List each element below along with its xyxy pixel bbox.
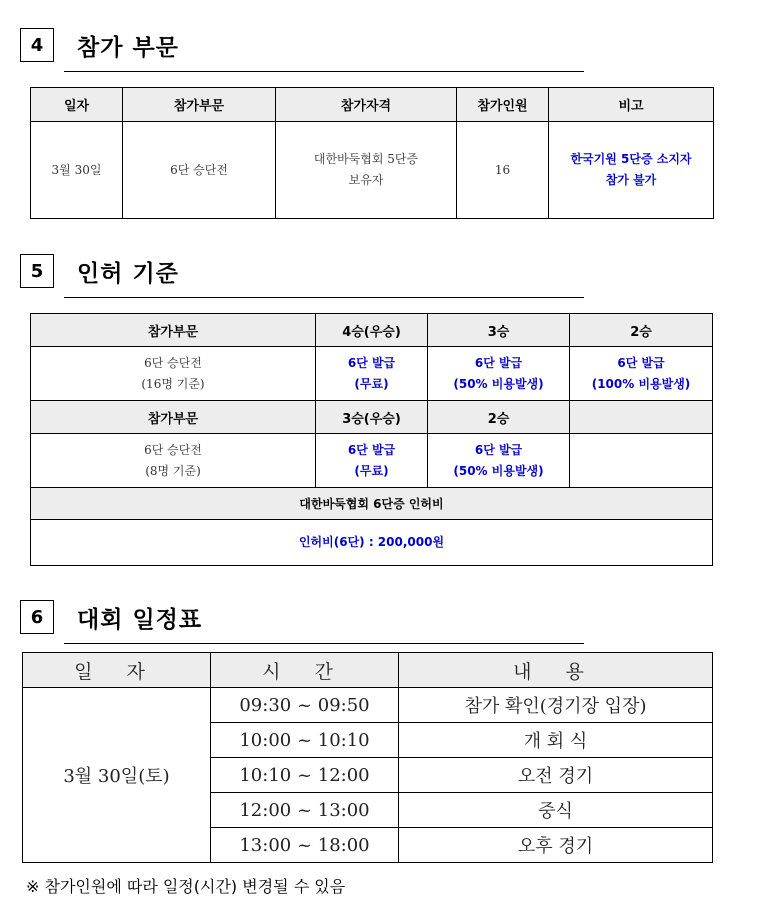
note-cell — [549, 122, 714, 219]
division-line: (16명 기준) — [141, 376, 205, 391]
schedule-table — [22, 652, 713, 863]
division-cell — [31, 347, 316, 401]
award-line: 6단 발급 — [617, 355, 665, 370]
column-header: 참가부문 — [31, 401, 316, 434]
column-header: 3승(우승) — [316, 401, 428, 434]
section-4-heading — [20, 28, 584, 74]
divider — [64, 643, 584, 644]
column-header: 2승 — [428, 401, 570, 434]
award-cell — [316, 347, 428, 401]
empty-cell — [570, 434, 713, 488]
section-number: 4 — [20, 28, 54, 62]
content-cell: 중식 — [399, 793, 713, 828]
date-cell: 3월 30일 — [31, 122, 123, 219]
section-number: 6 — [20, 600, 54, 634]
section-5-heading — [20, 254, 584, 300]
division-cell: 6단 승단전 — [123, 122, 276, 219]
footnote: ※ 참가인원에 따라 일정(시간) 변경될 수 있음 — [26, 877, 346, 896]
column-header: 3승 — [428, 314, 570, 347]
award-line: 6단 발급 — [474, 442, 523, 457]
divider — [64, 71, 584, 72]
division-line: 6단 승단전 — [144, 355, 202, 370]
column-header: 참가부문 — [123, 88, 276, 122]
content-cell: 개 회 식 — [399, 723, 713, 758]
column-header: 내 용 — [399, 653, 713, 688]
column-header: 2승 — [570, 314, 713, 347]
time-cell: 10:00 ~ 10:10 — [211, 723, 399, 758]
content-cell: 오전 경기 — [399, 758, 713, 793]
division-table — [30, 87, 714, 219]
column-header: 일 자 — [23, 653, 211, 688]
qualification-line: 대한바둑협회 5단증 — [313, 152, 419, 166]
schedule-date: 3월 30일(토) — [23, 688, 211, 863]
section-title: 인허 기준 — [77, 261, 179, 287]
award-cell — [570, 347, 713, 401]
qualification-line: 보유자 — [348, 173, 384, 187]
empty-header — [570, 401, 713, 434]
time-cell: 12:00 ~ 13:00 — [211, 793, 399, 828]
award-line: (무료) — [354, 463, 389, 478]
content-cell: 오후 경기 — [399, 828, 713, 863]
column-header: 참가인원 — [457, 88, 549, 122]
award-cell — [428, 347, 570, 401]
time-cell: 10:10 ~ 12:00 — [211, 758, 399, 793]
note-line: 참가 불가 — [605, 173, 657, 187]
fee-header: 대한바둑협회 6단증 인허비 — [31, 488, 713, 520]
award-line: 6단 발급 — [474, 355, 523, 370]
section-title: 참가 부문 — [77, 35, 179, 61]
award-line: (50% 비용발생) — [453, 376, 544, 391]
award-line: (100% 비용발생) — [591, 376, 691, 391]
promotion-criteria-table — [30, 313, 713, 566]
award-cell — [316, 434, 428, 488]
division-line: (8명 기준) — [145, 463, 201, 478]
award-line: (50% 비용발생) — [453, 463, 544, 478]
division-cell — [31, 434, 316, 488]
award-line: (무료) — [354, 376, 389, 391]
division-line: 6단 승단전 — [144, 442, 202, 457]
award-line: 6단 발급 — [347, 442, 396, 457]
time-cell: 13:00 ~ 18:00 — [211, 828, 399, 863]
award-cell — [428, 434, 570, 488]
column-header: 참가자격 — [276, 88, 457, 122]
section-title: 대회 일정표 — [77, 607, 203, 633]
column-header: 일자 — [31, 88, 123, 122]
participants-cell: 16 — [457, 122, 549, 219]
column-header: 비고 — [549, 88, 714, 122]
award-line: 6단 발급 — [347, 355, 396, 370]
content-cell: 참가 확인(경기장 입장) — [399, 688, 713, 723]
section-6-heading — [20, 600, 584, 646]
column-header: 시 간 — [211, 653, 399, 688]
fee-value: 인허비(6단) : 200,000원 — [31, 520, 713, 566]
column-header: 참가부문 — [31, 314, 316, 347]
column-header: 4승(우승) — [316, 314, 428, 347]
note-line: 한국기원 5단증 소지자 — [570, 152, 692, 166]
time-cell: 09:30 ~ 09:50 — [211, 688, 399, 723]
divider — [64, 297, 584, 298]
qualification-cell — [276, 122, 457, 219]
section-number: 5 — [20, 254, 54, 288]
